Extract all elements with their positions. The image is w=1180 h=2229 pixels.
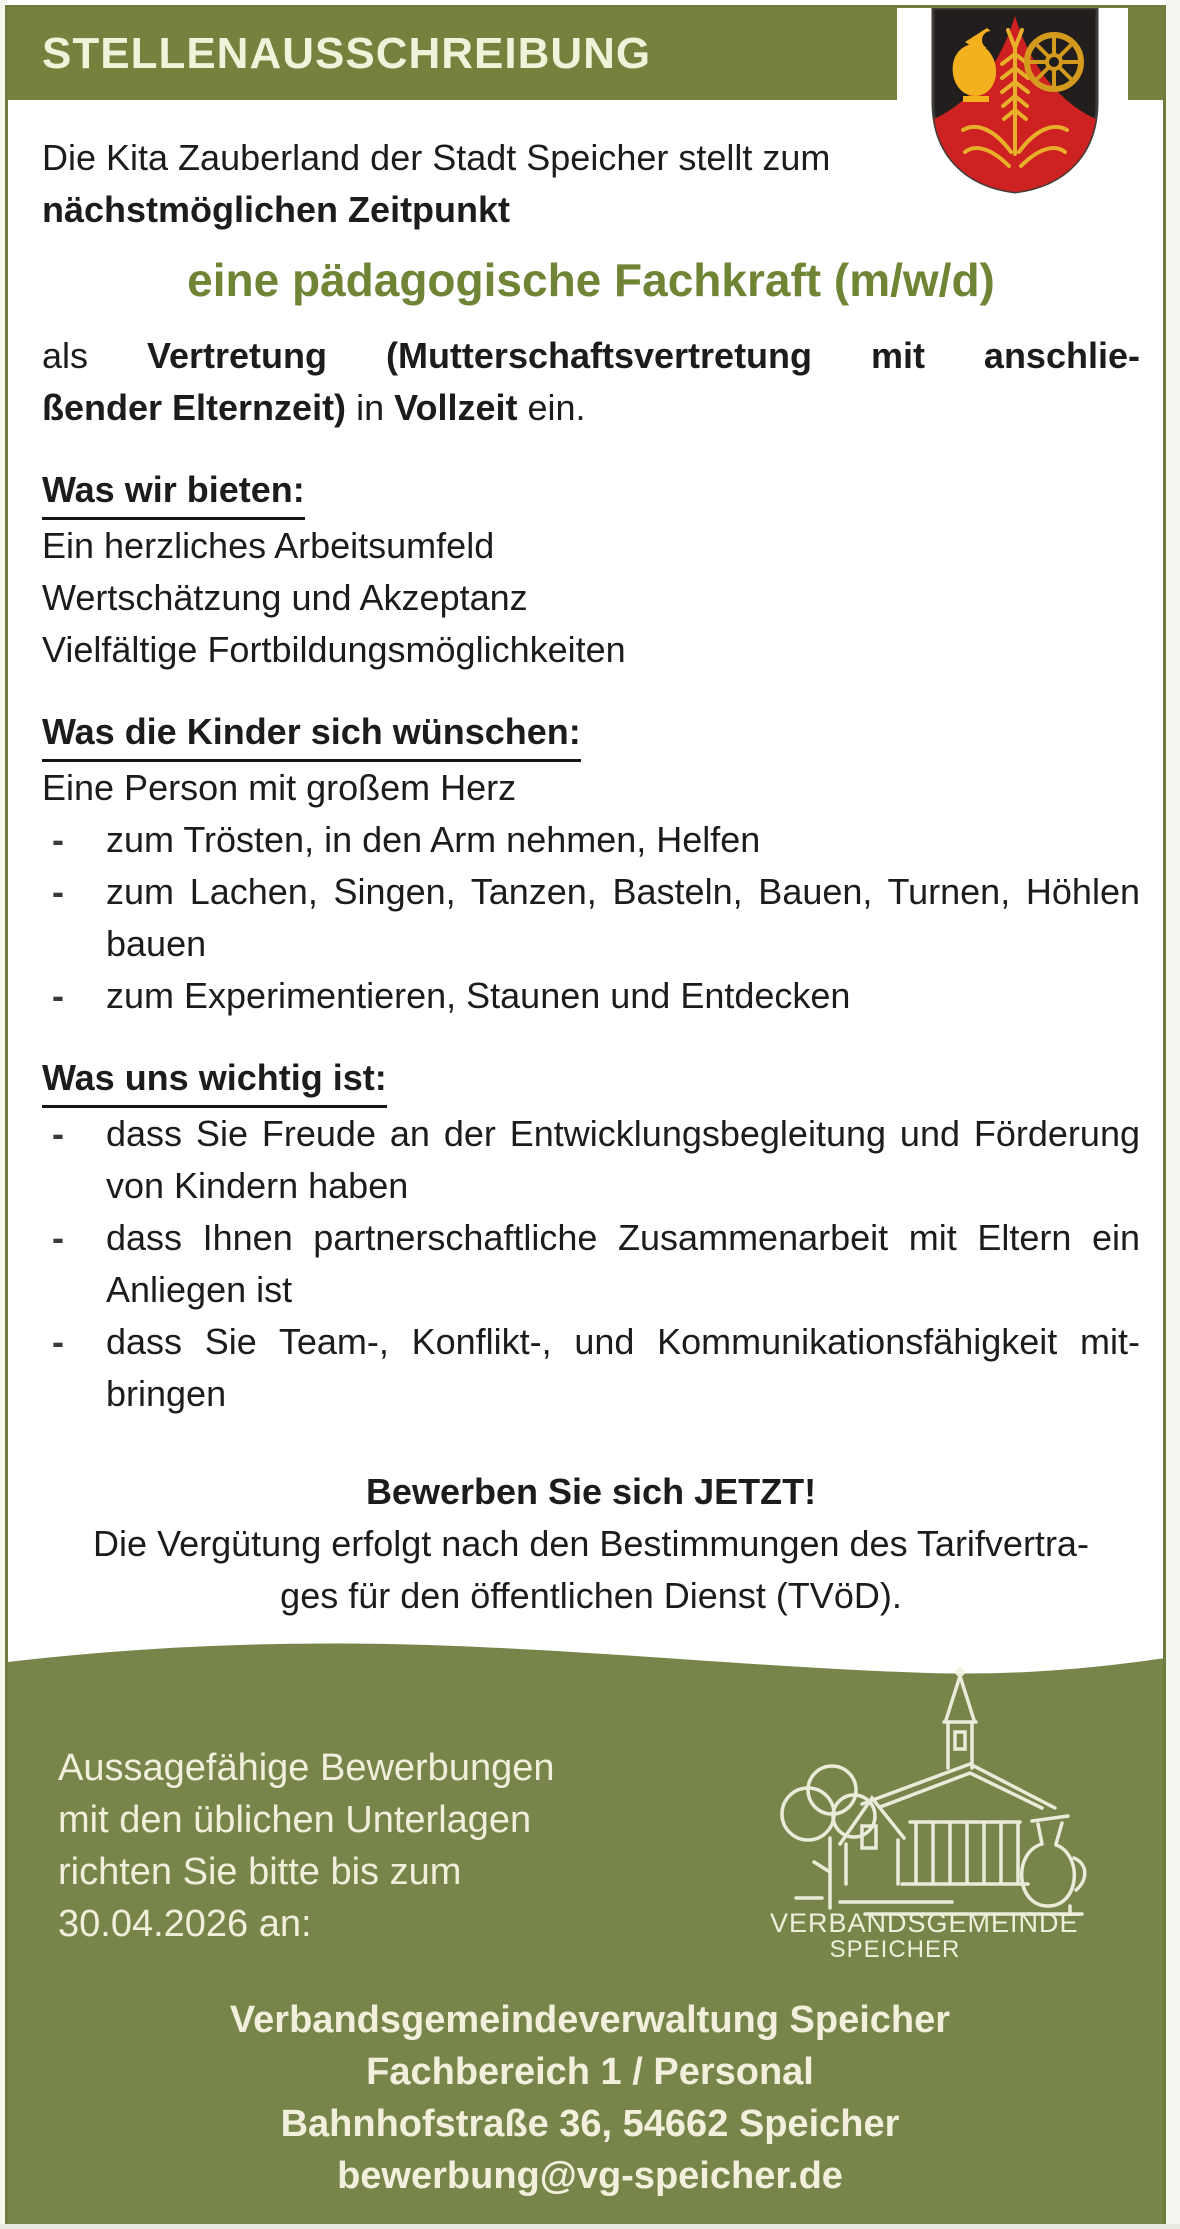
logo-church-icon bbox=[840, 1669, 1055, 1884]
position-seg-normal3: ein. bbox=[527, 387, 586, 428]
offer-item: Vielfältige Fortbildungsmöglichkeiten bbox=[42, 629, 626, 670]
apply-line-2: ges für den öffentlichen Dienst (TVöD). bbox=[280, 1575, 902, 1616]
list-item-continuation: bringen bbox=[106, 1373, 227, 1414]
section-heading-offer-text: Was wir bieten: bbox=[42, 464, 305, 520]
list-item-continuation: bauen bbox=[106, 923, 207, 964]
left-border bbox=[5, 5, 8, 2224]
bottom-strip bbox=[0, 2224, 1180, 2229]
dash-bullet-icon: - bbox=[52, 1321, 64, 1362]
dash-bullet-icon: - bbox=[52, 871, 64, 912]
dash-bullet-icon: - bbox=[52, 1113, 64, 1154]
section-heading-important bbox=[42, 1052, 1140, 1108]
list-item-text: dass Sie Freude an der Entwicklungsbegleitung und Förderung bbox=[106, 1113, 1140, 1154]
list-item bbox=[42, 1316, 1140, 1368]
top-border bbox=[5, 5, 1166, 8]
position-seg-normal: als bbox=[42, 335, 89, 376]
apply-block bbox=[42, 1466, 1140, 1622]
vg-speicher-logo bbox=[770, 1666, 1090, 1916]
header-bar bbox=[8, 8, 897, 100]
apply-line-1: Die Vergütung erfolgt nach den Bestimmungen des Tarifvertra- bbox=[93, 1523, 1089, 1564]
logo-wordmark-line1: VERBANDSGEMEINDE bbox=[770, 1908, 1079, 1938]
section-heading-important-text: Was uns wichtig ist: bbox=[42, 1052, 387, 1108]
position-seg-normal2: in bbox=[356, 387, 385, 428]
application-deadline: 30.04.2026 an: bbox=[58, 1903, 312, 1945]
section-heading-children bbox=[42, 706, 1140, 762]
list-item-text: dass Sie Team-, Konflikt-, und Kommunikationsfähigkeit mit- bbox=[106, 1321, 1140, 1362]
position-seg-bold2: ßender Elternzeit) bbox=[42, 387, 347, 428]
dash-bullet-icon: - bbox=[52, 1217, 64, 1258]
contact-organization: Verbandsgemeindeverwaltung Speicher bbox=[229, 1999, 951, 2041]
offer-item: Wertschätzung und Akzeptanz bbox=[42, 577, 528, 618]
logo-wordmark-line2: SPEICHER bbox=[829, 1936, 961, 1963]
right-gutter bbox=[1166, 0, 1180, 2229]
dash-bullet-icon: - bbox=[52, 975, 64, 1016]
list-item-continuation: von Kindern haben bbox=[106, 1165, 409, 1206]
crest-wheel-icon bbox=[1027, 35, 1081, 89]
position-seg-bold: Vertretung (Mutterschaftsvertretung mit anschlie- bbox=[146, 335, 1140, 376]
list-item-text: dass Ihnen partnerschaftliche Zusammenarbeit mit Eltern ein bbox=[106, 1217, 1140, 1258]
position-line-2 bbox=[42, 382, 1140, 434]
position-paragraph bbox=[42, 330, 1140, 434]
intro-line-2: nächstmöglichen Zeitpunkt bbox=[42, 189, 511, 230]
logo-jug-icon bbox=[1022, 1816, 1085, 1916]
section-heading-children-text: Was die Kinder sich wünschen: bbox=[42, 706, 581, 762]
instruction-line: richten Sie bitte bis zum bbox=[58, 1851, 462, 1893]
apply-heading: Bewerben Sie sich JETZT! bbox=[365, 1471, 817, 1512]
logo-tree-icon bbox=[782, 1766, 875, 1908]
instruction-line: Aussagefähige Bewerbungen bbox=[58, 1747, 555, 1789]
list-item bbox=[42, 1108, 1140, 1160]
children-lead: Eine Person mit großem Herz bbox=[42, 767, 517, 808]
page-title: STELLENAUSSCHREIBUNG bbox=[42, 29, 652, 78]
position-seg-bold3: Vollzeit bbox=[394, 387, 518, 428]
contact-address: Bahnhofstraße 36, 54662 Speicher bbox=[280, 2103, 900, 2145]
list-item bbox=[42, 866, 1140, 918]
speicher-coat-of-arms-icon bbox=[925, 2, 1105, 198]
position-line-1 bbox=[42, 330, 1140, 382]
header-bar-right-stub bbox=[1128, 8, 1166, 100]
left-gutter bbox=[0, 0, 5, 2229]
list-item-continuation: Anliegen ist bbox=[106, 1269, 293, 1310]
list-item bbox=[42, 970, 1140, 1022]
flyer-body bbox=[42, 132, 1140, 1622]
intro-line-1: Die Kita Zauberland der Stadt Speicher stellt zum bbox=[42, 137, 831, 178]
list-item bbox=[42, 1212, 1140, 1264]
list-item-text: zum Experimentieren, Staunen und Entdecken bbox=[106, 975, 851, 1016]
list-item-text: zum Trösten, in den Arm nehmen, Helfen bbox=[106, 819, 761, 860]
contact-block bbox=[40, 1994, 1140, 2202]
contact-email: bewerbung@vg-speicher.de bbox=[337, 2155, 843, 2197]
offer-item: Ein herzliches Arbeitsumfeld bbox=[42, 525, 495, 566]
job-title-headline: eine pädagogische Fachkraft (m/w/d) bbox=[187, 254, 995, 306]
list-item-text: zum Lachen, Singen, Tanzen, Basteln, Bauen, Turnen, Höhlen bbox=[106, 871, 1140, 912]
contact-department: Fachbereich 1 / Personal bbox=[366, 2051, 814, 2093]
application-instructions bbox=[58, 1742, 678, 1950]
dash-bullet-icon: - bbox=[52, 819, 64, 860]
instruction-line: mit den üblichen Unterlagen bbox=[58, 1799, 532, 1841]
list-item bbox=[42, 814, 1140, 866]
section-heading-offer bbox=[42, 464, 1140, 520]
